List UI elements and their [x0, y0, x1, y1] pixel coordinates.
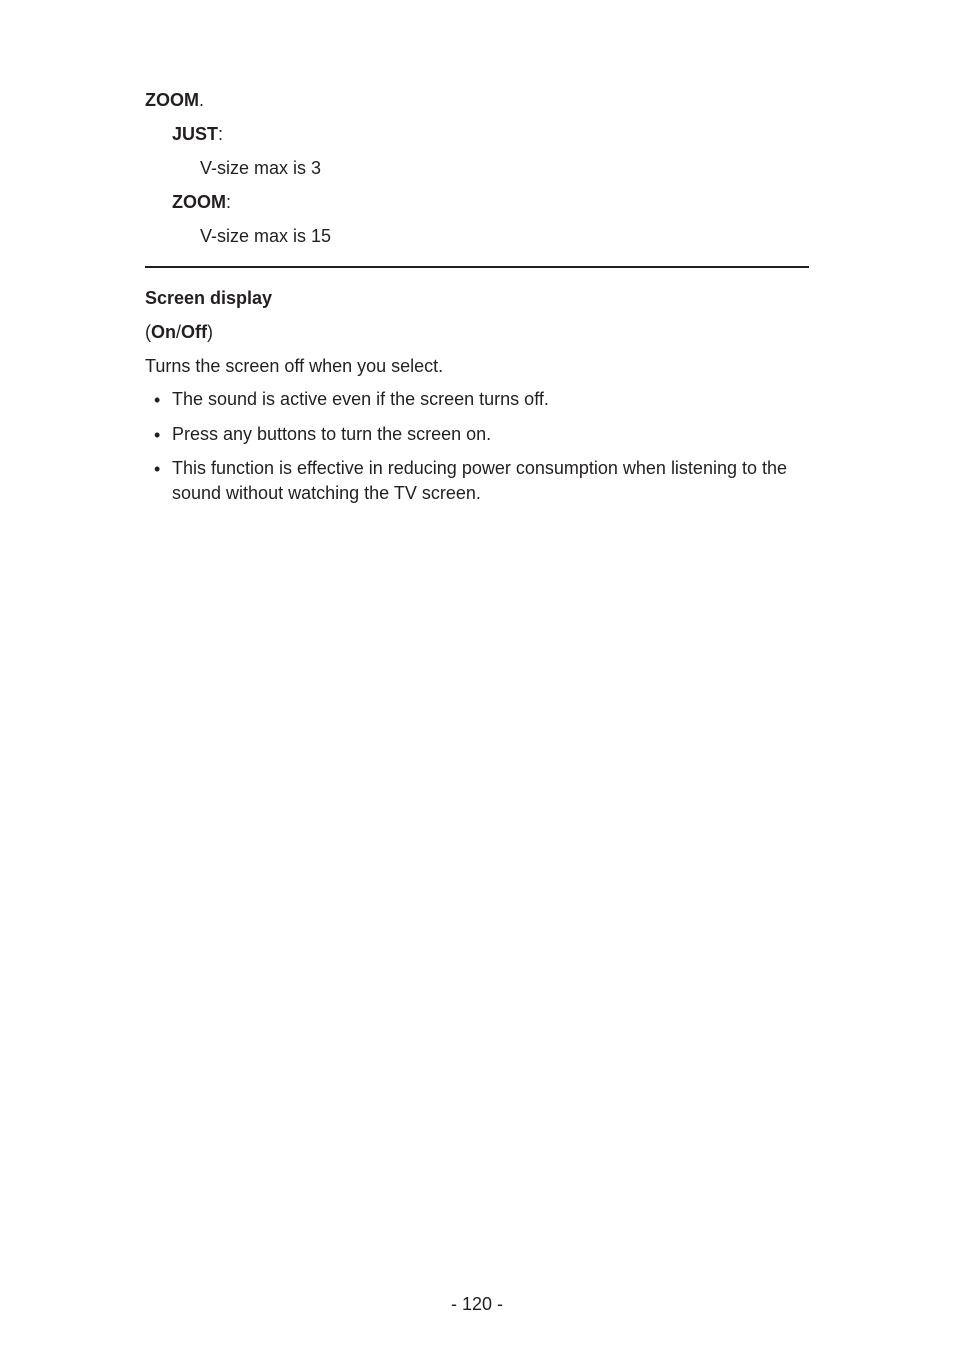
- screen-display-title-text: Screen display: [145, 288, 273, 308]
- bullet-item: The sound is active even if the screen turns off.: [172, 389, 549, 409]
- option-zoom-suffix: :: [226, 192, 232, 212]
- bullet-marker: •: [154, 390, 161, 410]
- option-zoom-description: V-size max is 15: [200, 226, 332, 246]
- option-just-suffix: :: [218, 124, 224, 144]
- option-just-label: JUST: [172, 124, 219, 144]
- page-number: - 120 -: [450, 1294, 504, 1314]
- option-zoom-label: ZOOM: [172, 192, 226, 212]
- options-open-paren: (: [145, 322, 151, 342]
- option-on-label: On: [151, 322, 176, 342]
- option-just: [172, 123, 223, 145]
- bullet-marker: •: [154, 459, 161, 479]
- screen-display-description: Turns the screen off when you select.: [145, 356, 444, 376]
- screen-display-options: [145, 321, 213, 343]
- bullet-item: Press any buttons to turn the screen on.: [172, 424, 492, 444]
- bullet-item: This function is effective in reducing power consumption when listening to the sound without watching the TV screen.: [172, 458, 788, 503]
- screen-display-title: [145, 287, 272, 309]
- options-separator: /: [176, 322, 182, 342]
- option-zoom: [172, 191, 231, 213]
- option-off-label: Off: [181, 322, 208, 342]
- zoom-heading: [145, 89, 204, 111]
- section-divider: [145, 266, 809, 268]
- bullet-marker: •: [154, 425, 161, 445]
- zoom-heading-suffix: .: [199, 90, 205, 110]
- option-just-description: V-size max is 3: [200, 158, 322, 178]
- options-close-paren: ): [207, 322, 214, 342]
- zoom-heading-label: ZOOM: [145, 90, 199, 110]
